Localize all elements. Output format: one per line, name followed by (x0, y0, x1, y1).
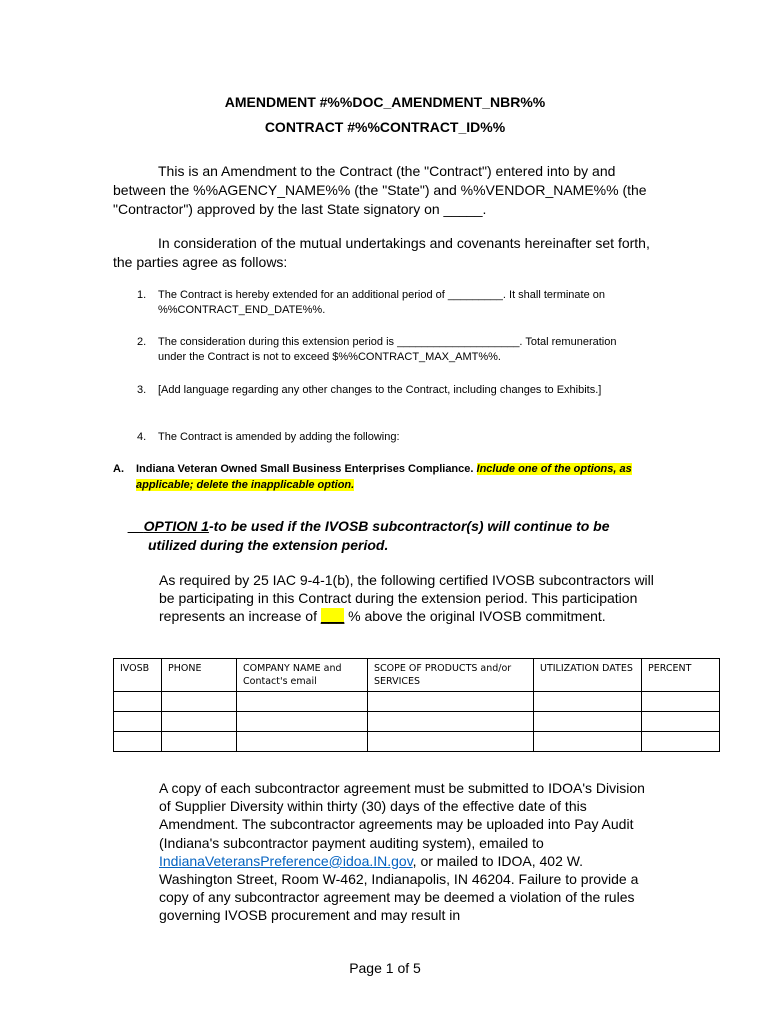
table-header-row (114, 659, 720, 692)
intro-text: This is an Amendment to the Contract (the "Contract") entered into by and between the %%AGENCY_NAME%% (the "State") and %%VENDOR_NAME%% (the "Contractor") approved by the last State signatory on _____. (113, 163, 647, 217)
section-a-heading: Indiana Veteran Owned Small Business Enterprises Compliance. (136, 463, 474, 475)
table-cell[interactable] (368, 692, 534, 712)
column-header-company: COMPANY NAME and Contact's email (237, 659, 368, 692)
table-cell[interactable] (534, 712, 642, 732)
copy-para-text: A copy of each subcontractor agreement must be submitted to IDOA's Division of Supplier Diversity within thirty (30) days of the effective date of this Amendment. The subcontractor agreements may be uploaded into Pay Audit (Indiana's subcontractor payment auditing system), emailed to (159, 780, 645, 851)
item-number: 2. (137, 336, 147, 348)
increase-blank: ___ (320, 608, 345, 625)
table-cell[interactable] (642, 732, 720, 752)
ivosb-table (113, 658, 720, 752)
table-row (114, 732, 720, 752)
section-a-number: A. (113, 463, 124, 475)
table-cell[interactable] (534, 732, 642, 752)
item-number: 1. (137, 289, 147, 301)
item-number: 3. (137, 384, 147, 396)
table-cell[interactable] (162, 692, 237, 712)
table-cell[interactable] (368, 732, 534, 752)
table-cell[interactable] (114, 732, 162, 752)
table-cell[interactable] (237, 692, 368, 712)
copy-para-text-end: , or mailed to IDOA, 402 W. Washington Street, Room W-462, Indianapolis, IN 46204. Failure to provide a copy of any subcontractor agreement may be deemed a violation of the rules governing IVOSB procurement and may result in (159, 852, 639, 924)
item-text: The Contract is amended by adding the following: (158, 431, 400, 443)
option-1-para-text-end: % above the original IVOSB commitment. (344, 608, 606, 625)
consideration-paragraph (113, 234, 658, 272)
column-header-percent: PERCENT (642, 659, 720, 692)
table-cell[interactable] (114, 712, 162, 732)
list-item (137, 430, 637, 445)
table-row (114, 692, 720, 712)
item-number: 4. (137, 431, 147, 443)
list-item (137, 335, 637, 365)
copy-paragraph (159, 779, 659, 925)
table-cell[interactable] (534, 692, 642, 712)
option-1-blank: __ (128, 518, 144, 534)
page-footer: Page 1 of 5 (349, 960, 421, 976)
option-1-label: OPTION 1 (143, 518, 209, 534)
table-cell[interactable] (368, 712, 534, 732)
option-1-para-text: As required by 25 IAC 9-4-1(b), the following certified IVOSB subcontractors will be participating in this Contract during the extension period. This participation represents an increase of (159, 572, 654, 625)
table-cell[interactable] (162, 732, 237, 752)
list-item (137, 383, 637, 398)
option-1-text-line2: utilized during the extension period. (148, 537, 389, 553)
table-row (114, 712, 720, 732)
item-text: The Contract is hereby extended for an additional period of _________. It shall terminate on %%CONTRACT_END_DATE%%. (158, 289, 606, 316)
option-1-text: -to be used if the IVOSB subcontractor(s) will continue to be (208, 518, 610, 534)
table-cell[interactable] (114, 692, 162, 712)
table-cell[interactable] (642, 692, 720, 712)
option-1-paragraph (159, 571, 659, 626)
table-cell[interactable] (237, 732, 368, 752)
item-text: [Add language regarding any other changes to the Contract, including changes to Exhibits.] (158, 384, 602, 396)
section-a-instruction: Include one of the options, as applicable; delete the inapplicable option. (136, 463, 632, 491)
column-header-ivosb: IVOSB (114, 659, 162, 692)
option-1-heading (128, 517, 668, 555)
column-header-scope: SCOPE OF PRODUCTS and/or SERVICES (368, 659, 534, 692)
list-item (137, 288, 637, 318)
amendment-title: AMENDMENT #%%DOC_AMENDMENT_NBR%% (224, 94, 546, 110)
email-link[interactable]: IndianaVeteransPreference@idoa.IN.gov (159, 852, 413, 869)
column-header-phone: PHONE (162, 659, 237, 692)
intro-paragraph (113, 162, 658, 219)
table-cell[interactable] (237, 712, 368, 732)
item-text: The consideration during this extension period is ____________________. Total remuneration under the Contract is not to exceed $%%CONTRACT_MAX_AMT%%. (158, 336, 617, 363)
section-a (113, 461, 653, 493)
column-header-dates: UTILIZATION DATES (534, 659, 642, 692)
contract-title: CONTRACT #%%CONTRACT_ID%% (264, 119, 506, 135)
consideration-text: In consideration of the mutual undertakings and covenants hereinafter set forth, the parties agree as follows: (113, 235, 650, 270)
table-cell[interactable] (642, 712, 720, 732)
table-cell[interactable] (162, 712, 237, 732)
